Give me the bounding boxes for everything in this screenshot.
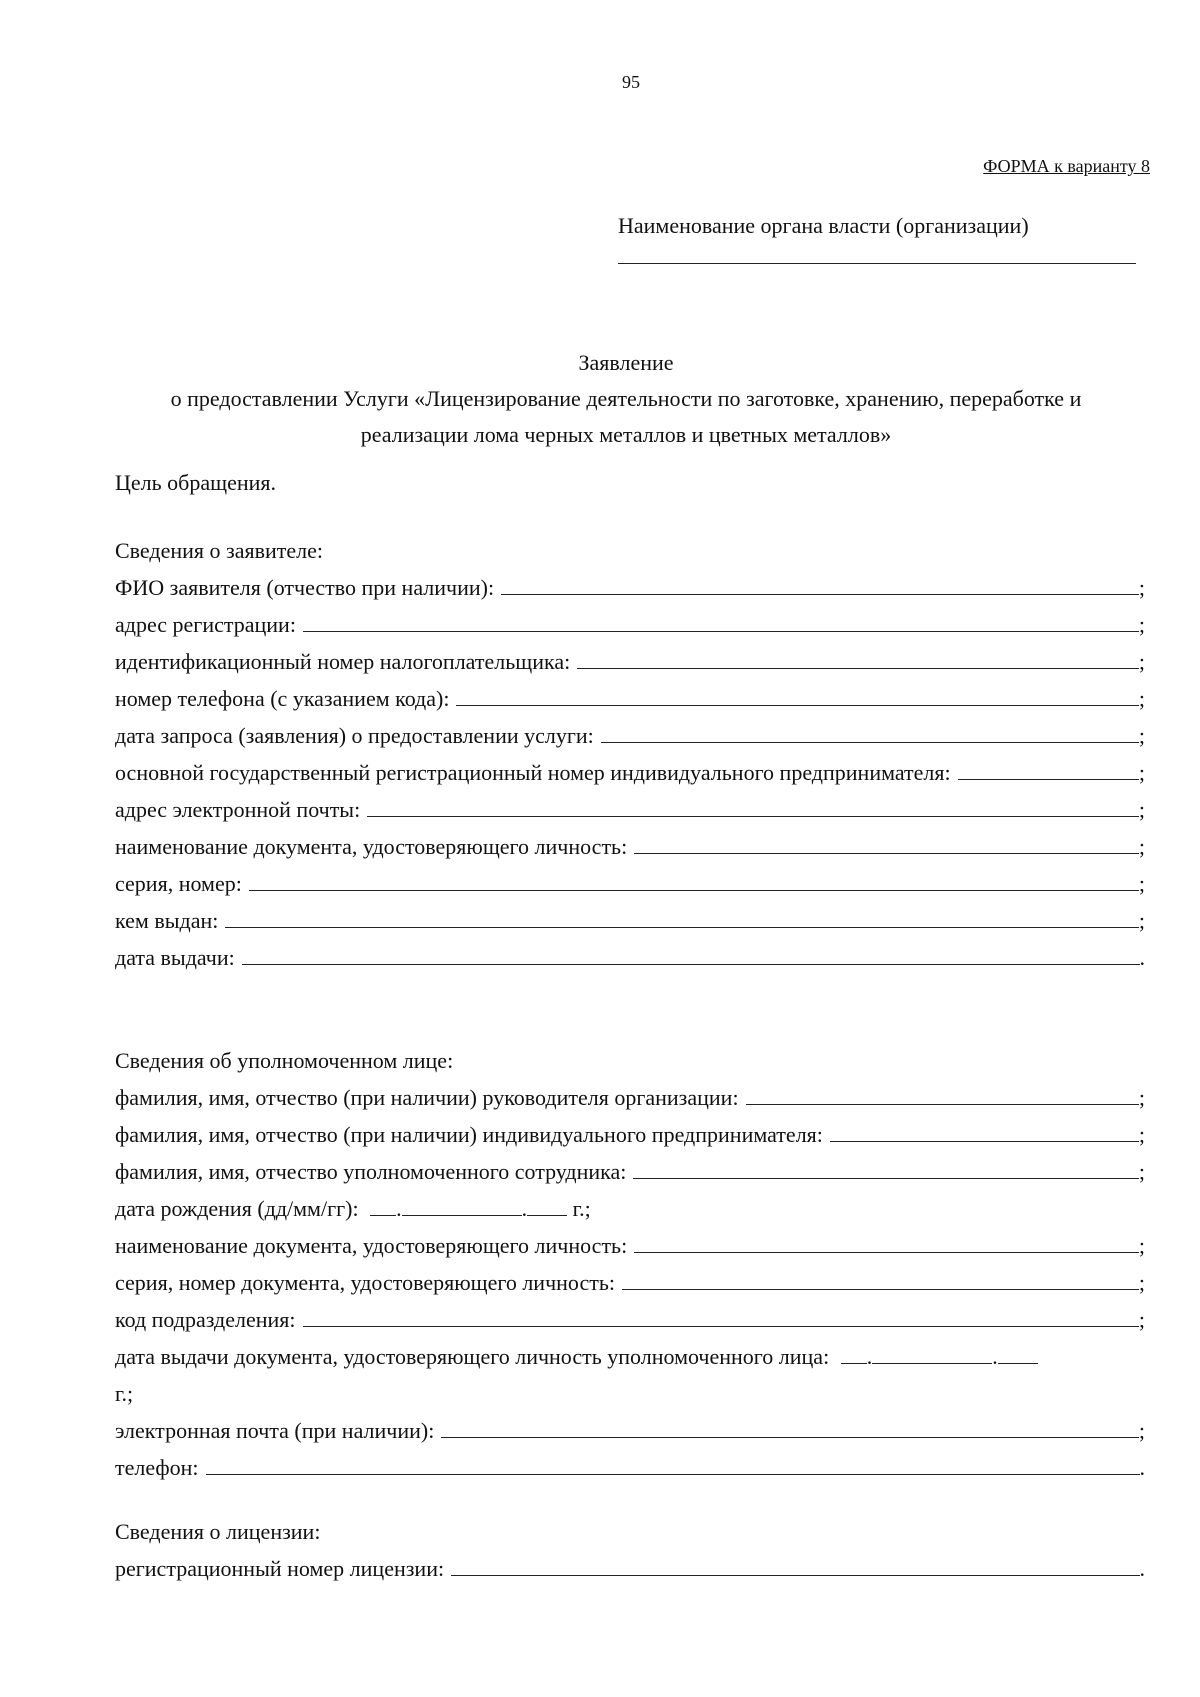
field-end: ; [1138, 575, 1145, 600]
field-end: ; [1138, 1233, 1145, 1258]
field-end: . [1139, 1556, 1145, 1581]
field-label: серия, номер документа, удостоверяющего личность: [115, 1270, 615, 1295]
field-label: регистрационный номер лицензии: [115, 1556, 445, 1581]
document-title [110, 345, 1142, 453]
applicant-doc-name-row [115, 828, 1145, 865]
license-section [115, 1513, 1145, 1587]
applicant-fio-field[interactable] [501, 571, 1139, 595]
rep-doc-series-row [115, 1264, 1145, 1301]
field-label: дата выдачи: [115, 945, 235, 970]
date-suffix: г.; [115, 1381, 134, 1406]
rep-doc-name-field[interactable] [634, 1229, 1139, 1253]
field-end: ; [1138, 760, 1145, 785]
field-end: ; [1138, 1085, 1145, 1110]
representative-section [115, 1042, 1145, 1486]
applicant-email-row [115, 791, 1145, 828]
rep-employee-name-field[interactable] [633, 1155, 1138, 1179]
field-end: ; [1138, 723, 1145, 748]
field-end: ; [1138, 1122, 1145, 1147]
rep-doc-series-field[interactable] [622, 1266, 1139, 1290]
field-label: фамилия, имя, отчество (при наличии) руководителя организации: [115, 1085, 739, 1110]
field-label: наименование документа, удостоверяющего личность: [115, 1233, 628, 1258]
applicant-email-field[interactable] [367, 793, 1139, 817]
rep-head-name-field[interactable] [746, 1081, 1139, 1105]
rep-doc-issue-date-suffix-row [115, 1375, 1145, 1412]
title-line-3: реализации лома черных металлов и цветных металлов» [360, 422, 892, 447]
applicant-phone-row [115, 680, 1145, 717]
field-end: ; [1138, 1159, 1145, 1184]
rep-email-field[interactable] [441, 1414, 1139, 1438]
purpose-label: Цель обращения. [115, 470, 276, 495]
applicant-address-row [115, 606, 1145, 643]
applicant-doc-name-field[interactable] [634, 830, 1139, 854]
date-separator: . [866, 1344, 873, 1369]
applicant-section [115, 532, 1145, 976]
field-end: ; [1138, 1307, 1145, 1332]
field-label: дата выдачи документа, удостоверяющего личность уполномоченного лица: [115, 1344, 830, 1369]
rep-doc-name-row [115, 1227, 1145, 1264]
rep-doc-issue-date-row [115, 1338, 1145, 1375]
date-separator: . [521, 1196, 528, 1221]
field-label: кем выдан: [115, 908, 219, 933]
rep-phone-field[interactable] [206, 1451, 1140, 1475]
field-label: адрес электронной почты: [115, 797, 361, 822]
field-end: . [1139, 1455, 1145, 1480]
field-label: код подразделения: [115, 1307, 296, 1332]
rep-email-row [115, 1412, 1145, 1449]
applicant-inn-field[interactable] [577, 645, 1139, 669]
issue-month-field[interactable] [872, 1340, 992, 1364]
field-label: основной государственный регистрационный номер индивидуального предпринимателя: [115, 760, 951, 785]
field-end: ; [1138, 797, 1145, 822]
field-label: фамилия, имя, отчество уполномоченного сотрудника: [115, 1159, 627, 1184]
license-reg-number-row [115, 1550, 1145, 1587]
applicant-request-date-field[interactable] [601, 719, 1139, 743]
applicant-issue-date-row [115, 939, 1145, 976]
date-separator: . [396, 1196, 402, 1221]
applicant-issued-by-field[interactable] [225, 904, 1139, 928]
form-variant-label: ФОРМА к варианту 8 [983, 156, 1150, 176]
title-line-2: о предоставлении Услуги «Лицензирование деятельности по заготовке, хранению, переработке и [170, 386, 1082, 411]
rep-phone-row [115, 1449, 1145, 1486]
field-label: наименование документа, удостоверяющего личность: [115, 834, 628, 859]
rep-ip-name-field[interactable] [830, 1118, 1139, 1142]
field-label: дата запроса (заявления) о предоставлении услуги: [115, 723, 594, 748]
applicant-series-field[interactable] [249, 867, 1139, 891]
applicant-address-field[interactable] [303, 608, 1139, 632]
field-label: электронная почта (при наличии): [115, 1418, 435, 1443]
license-heading: Сведения о лицензии: [115, 1519, 321, 1544]
field-label: серия, номер: [115, 871, 242, 896]
field-end: ; [1138, 1270, 1145, 1295]
field-label: идентификационный номер налогоплательщика: [115, 649, 571, 674]
field-label: номер телефона (с указанием кода): [115, 686, 450, 711]
purpose-section [115, 464, 1145, 501]
field-end: ; [1138, 871, 1145, 896]
rep-ip-name-row [115, 1116, 1145, 1153]
date-suffix: г.; [572, 1196, 591, 1221]
license-reg-number-field[interactable] [451, 1552, 1139, 1576]
issue-year-field[interactable] [998, 1340, 1038, 1364]
applicant-issue-date-field[interactable] [242, 941, 1140, 965]
applicant-series-row [115, 865, 1145, 902]
field-end: ; [1138, 686, 1145, 711]
field-end: ; [1138, 649, 1145, 674]
birth-month-field[interactable] [402, 1192, 522, 1216]
rep-division-code-row [115, 1301, 1145, 1338]
field-end: . [1139, 945, 1145, 970]
birth-day-field[interactable] [370, 1192, 396, 1216]
rep-division-code-field[interactable] [303, 1303, 1139, 1327]
applicant-issued-by-row [115, 902, 1145, 939]
authority-label: Наименование органа власти (организации) [618, 213, 1029, 238]
field-label: адрес регистрации: [115, 612, 296, 637]
applicant-ogrnip-field[interactable] [958, 756, 1139, 780]
representative-heading: Сведения об уполномоченном лице: [115, 1048, 454, 1073]
field-end: ; [1138, 1418, 1145, 1443]
field-end: ; [1138, 908, 1145, 933]
title-line-1: Заявление [578, 350, 674, 375]
applicant-heading: Сведения о заявителе: [115, 538, 324, 563]
applicant-phone-field[interactable] [456, 682, 1138, 706]
applicant-ogrnip-row [115, 754, 1145, 791]
field-label: дата рождения (дд/мм/гг): [115, 1196, 359, 1221]
page-number: 95 [622, 72, 640, 92]
authority-name-field[interactable] [618, 263, 1136, 264]
field-label: ФИО заявителя (отчество при наличии): [115, 575, 495, 600]
date-separator: . [992, 1344, 998, 1369]
applicant-inn-row [115, 643, 1145, 680]
birth-year-field[interactable] [527, 1192, 567, 1216]
rep-employee-name-row [115, 1153, 1145, 1190]
rep-head-name-row [115, 1079, 1145, 1116]
applicant-request-date-row [115, 717, 1145, 754]
field-end: ; [1138, 612, 1145, 637]
field-label: фамилия, имя, отчество (при наличии) индивидуального предпринимателя: [115, 1122, 823, 1147]
issue-day-field[interactable] [841, 1340, 867, 1364]
field-label: телефон: [115, 1455, 199, 1480]
rep-birth-date-row [115, 1190, 1145, 1227]
field-end: ; [1138, 834, 1145, 859]
applicant-fio-row [115, 569, 1145, 606]
